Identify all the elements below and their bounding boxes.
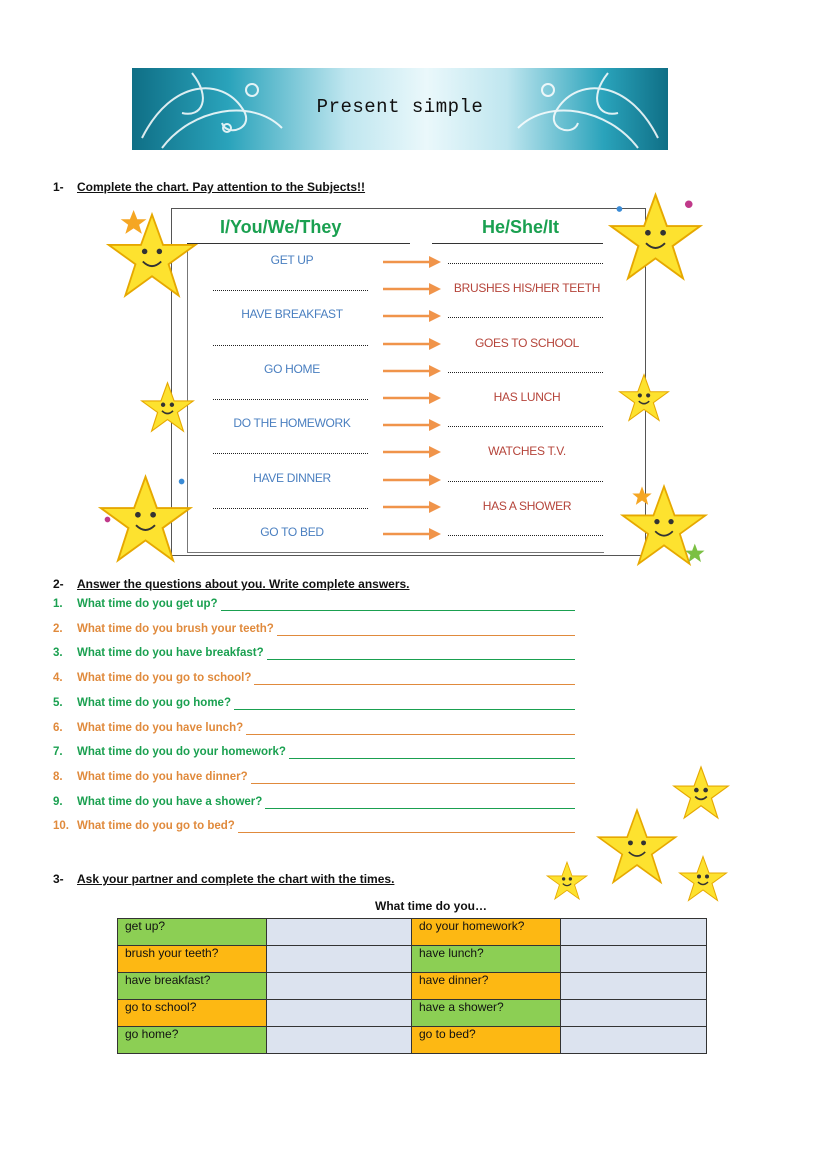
answer-blank[interactable] (213, 290, 368, 291)
time-answer-cell[interactable] (561, 919, 707, 946)
answer-blank[interactable] (213, 345, 368, 346)
answer-blank[interactable] (448, 481, 603, 482)
page-title: Present simple (316, 96, 484, 118)
question-number: 6. (53, 721, 63, 734)
activity-cell: brush your teeth? (118, 946, 267, 973)
section-instruction: Ask your partner and complete the chart with the times. (77, 872, 395, 886)
verb-third-person-form: WATCHES T.V. (488, 444, 566, 459)
table-title: What time do you… (375, 899, 487, 913)
answer-line[interactable] (277, 635, 575, 636)
column-heading-plural: I/You/We/They (220, 217, 342, 237)
time-answer-cell[interactable] (267, 1027, 412, 1054)
verb-third-person-form: BRUSHES HIS/HER TEETH (453, 281, 601, 296)
question-text: What time do you have breakfast? (77, 647, 264, 660)
answer-line[interactable] (265, 808, 575, 809)
activity-cell: go to school? (118, 1000, 267, 1027)
question-text: What time do you go to school? (77, 672, 252, 685)
arrow-right-icon (383, 256, 441, 268)
time-answer-cell[interactable] (561, 973, 707, 1000)
arrow-right-icon (383, 474, 441, 486)
question-number: 8. (53, 770, 63, 783)
question-text: What time do you have a shower? (77, 795, 263, 808)
answer-line[interactable] (251, 783, 575, 784)
answer-line[interactable] (289, 758, 575, 759)
verb-third-person-form: HAS LUNCH (493, 390, 561, 404)
time-answer-cell[interactable] (561, 946, 707, 973)
table-row (118, 973, 707, 1000)
activity-cell: do your homework? (412, 919, 561, 946)
question-text: What time do you brush your teeth? (77, 622, 274, 635)
question-number: 2. (53, 622, 63, 635)
time-answer-cell[interactable] (561, 1000, 707, 1027)
section-number: 1- (53, 180, 64, 194)
smiling-star-icon (140, 380, 195, 435)
smiling-star-icon (546, 860, 588, 902)
arrow-right-icon (383, 283, 441, 295)
question-text: What time do you do your homework? (77, 746, 286, 759)
verb-base-form: HAVE DINNER (253, 470, 331, 485)
activity-cell: have dinner? (412, 973, 561, 1000)
question-number: 5. (53, 696, 63, 709)
time-answer-cell[interactable] (267, 946, 412, 973)
title-banner (132, 68, 668, 150)
arrow-right-icon (383, 310, 441, 322)
smiling-star-icon (618, 372, 670, 424)
question-number: 1. (53, 598, 63, 610)
activity-cell: go to bed? (412, 1027, 561, 1054)
section-instruction: Answer the questions about you. Write complete answers. (77, 577, 410, 591)
answer-line[interactable] (234, 709, 575, 710)
answer-line[interactable] (221, 610, 575, 611)
answer-blank[interactable] (448, 317, 603, 318)
answer-blank[interactable] (448, 372, 603, 373)
question-text: What time do you go home? (77, 696, 231, 709)
verb-base-form: DO THE HOMEWORK (233, 416, 351, 431)
smiling-star-icon (672, 764, 730, 822)
smiling-star-icon (596, 806, 678, 888)
smiling-star-icon (106, 210, 198, 302)
question-number: 9. (53, 795, 63, 808)
answer-line[interactable] (267, 659, 575, 660)
table-row (118, 1000, 707, 1027)
activity-cell: have breakfast? (118, 973, 267, 1000)
verb-base-form: HAVE BREAKFAST (241, 307, 343, 322)
arrow-right-icon (383, 446, 441, 458)
arrow-right-icon (383, 528, 441, 540)
question-number: 10. (53, 820, 69, 833)
activity-cell: have lunch? (412, 946, 561, 973)
answer-line[interactable] (238, 832, 575, 833)
table-row (118, 946, 707, 973)
verb-third-person-form: HAS A SHOWER (482, 498, 572, 513)
arrow-right-icon (383, 365, 441, 377)
answer-line[interactable] (246, 734, 575, 735)
arrow-right-icon (383, 392, 441, 404)
time-answer-cell[interactable] (267, 1000, 412, 1027)
arrow-right-icon (383, 419, 441, 431)
question-number: 7. (53, 746, 63, 759)
smiling-star-icon (620, 482, 708, 570)
section-number: 3- (53, 872, 64, 886)
smiling-star-icon (678, 854, 728, 904)
activity-cell: get up? (118, 919, 267, 946)
question-number: 3. (53, 647, 63, 660)
table-row (118, 919, 707, 946)
answer-blank[interactable] (213, 453, 368, 454)
smiling-star-icon (608, 190, 703, 285)
verb-base-form: GO TO BED (260, 525, 324, 539)
time-answer-cell[interactable] (267, 919, 412, 946)
arrow-right-icon (383, 501, 441, 513)
answer-blank[interactable] (448, 535, 603, 536)
question-number: 4. (53, 672, 63, 685)
section-instruction: Complete the chart. Pay attention to the Subjects!! (77, 180, 366, 194)
answer-blank[interactable] (213, 508, 368, 509)
answer-blank[interactable] (448, 426, 603, 427)
answer-line[interactable] (254, 684, 575, 685)
answer-blank[interactable] (213, 399, 368, 400)
table-row (118, 1027, 707, 1054)
time-answer-cell[interactable] (561, 1027, 707, 1054)
question-text: What time do you have dinner? (77, 770, 248, 783)
time-answer-cell[interactable] (267, 973, 412, 1000)
answer-blank[interactable] (448, 263, 603, 264)
activity-cell: have a shower? (412, 1000, 561, 1027)
question-text: What time do you get up? (77, 598, 218, 610)
section-number: 2- (53, 577, 64, 591)
question-text: What time do you go to bed? (77, 820, 235, 833)
verb-base-form: GO HOME (264, 361, 320, 376)
smiling-star-icon (98, 472, 193, 567)
verb-third-person-form: GOES TO SCHOOL (474, 335, 580, 350)
activity-cell: go home? (118, 1027, 267, 1054)
verb-base-form: GET UP (270, 253, 314, 267)
heading-rule (187, 243, 410, 244)
arrow-right-icon (383, 338, 441, 350)
heading-rule (432, 243, 603, 244)
times-table (117, 918, 707, 1054)
question-text: What time do you have lunch? (77, 721, 244, 734)
column-heading-singular: He/She/It (482, 217, 560, 237)
